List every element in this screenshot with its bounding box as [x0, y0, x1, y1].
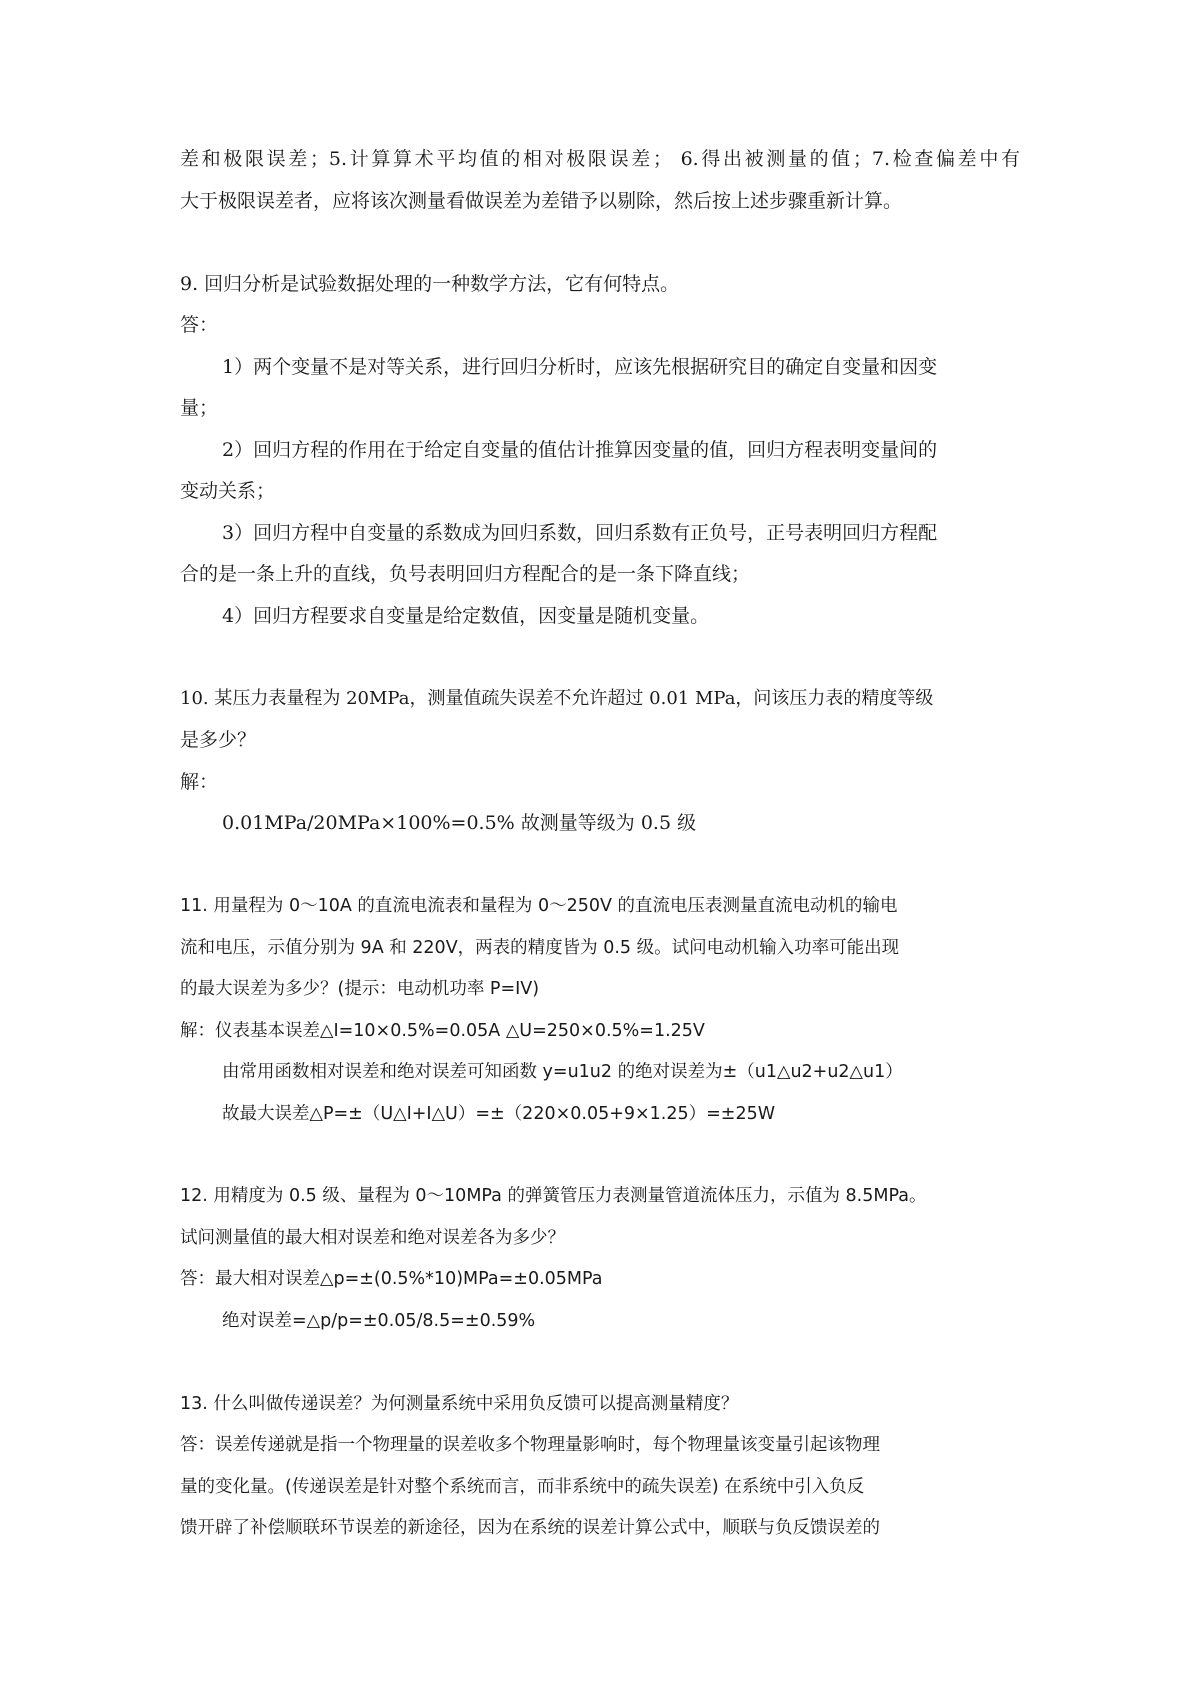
text-line: 答：误差传递就是指一个物理量的误差收多个物理量影响时，每个物理量该变量引起该物理: [180, 1435, 880, 1455]
text-line: 量；: [180, 397, 219, 419]
text-line: 由常用函数相对误差和绝对误差可知函数 y=u1u2 的绝对误差为±（u1△u2+u2△u1）: [222, 1062, 903, 1082]
text-line: 3）回归方程中自变量的系数成为回归系数，回归系数有正负号，正号表明回归方程配: [222, 522, 938, 544]
text-line: 量的变化量。(传递误差是针对整个系统而言，而非系统中的疏失误差) 在系统中引入负反: [180, 1477, 865, 1497]
question-13: 13. 什么叫做传递误差？为何测量系统中采用负反馈可以提高测量精度？: [180, 1394, 739, 1414]
text-line: 差和极限误差；5.计算算术平均值的相对极限误差； 6.得出被测量的值；7.检查偏差中有: [180, 148, 1020, 170]
text-line: 2）回归方程的作用在于给定自变量的值估计推算因变量的值，回归方程表明变量间的: [222, 439, 938, 461]
text-line: 绝对误差=△p/p=±0.05/8.5=±0.59%: [222, 1311, 536, 1331]
text-line: 大于极限误差者，应将该次测量看做误差为差错予以剔除，然后按上述步骤重新计算。: [180, 190, 903, 212]
text-line: 是多少？: [180, 729, 257, 751]
question-10: 10. 某压力表量程为 20MPa，测量值疏失误差不允许超过 0.01 MPa，问该压力表的精度等级: [180, 688, 934, 709]
answer-label: 答：: [180, 314, 219, 336]
solution-label: 解：: [180, 771, 219, 793]
text-line: 试问测量值的最大相对误差和绝对误差各为多少？: [180, 1228, 565, 1248]
text-line: 0.01MPa/20MPa×100%=0.5% 故测量等级为 0.5 级: [222, 812, 697, 834]
text-line: 馈开辟了补偿顺联环节误差的新途径，因为在系统的误差计算公式中，顺联与负反馈误差的: [180, 1518, 880, 1538]
question-11: 11. 用量程为 0～10A 的直流电流表和量程为 0～250V 的直流电压表测量直流电动机的输电: [180, 896, 898, 916]
text-line: 解：仪表基本误差△I=10×0.5%=0.05A △U=250×0.5%=1.25V: [180, 1021, 705, 1041]
text-line: 流和电压，示值分别为 9A 和 220V，两表的精度皆为 0.5 级。试问电动机输入功率可能出现: [180, 938, 900, 958]
text-line: 合的是一条上升的直线，负号表明回归方程配合的是一条下降直线；: [180, 563, 751, 585]
text-line: 4）回归方程要求自变量是给定数值，因变量是随机变量。: [222, 605, 710, 627]
question-12: 12. 用精度为 0.5 级、量程为 0～10MPa 的弹簧管压力表测量管道流体压力，示值为 8.5MPa。: [180, 1186, 927, 1206]
text-line: 变动关系；: [180, 480, 276, 502]
text-line: 的最大误差为多少？(提示：电动机功率 P=IV): [180, 979, 540, 999]
question-9: 9. 回归分析是试验数据处理的一种数学方法，它有何特点。: [180, 273, 680, 295]
text-line: 1）两个变量不是对等关系，进行回归分析时，应该先根据研究目的确定自变量和因变: [222, 356, 938, 378]
text-line: 答：最大相对误差△p=±(0.5%*10)MPa=±0.05MPa: [180, 1269, 603, 1289]
text-line: 故最大误差△P=±（U△I+I△U）=±（220×0.05+9×1.25）=±25W: [222, 1104, 776, 1124]
